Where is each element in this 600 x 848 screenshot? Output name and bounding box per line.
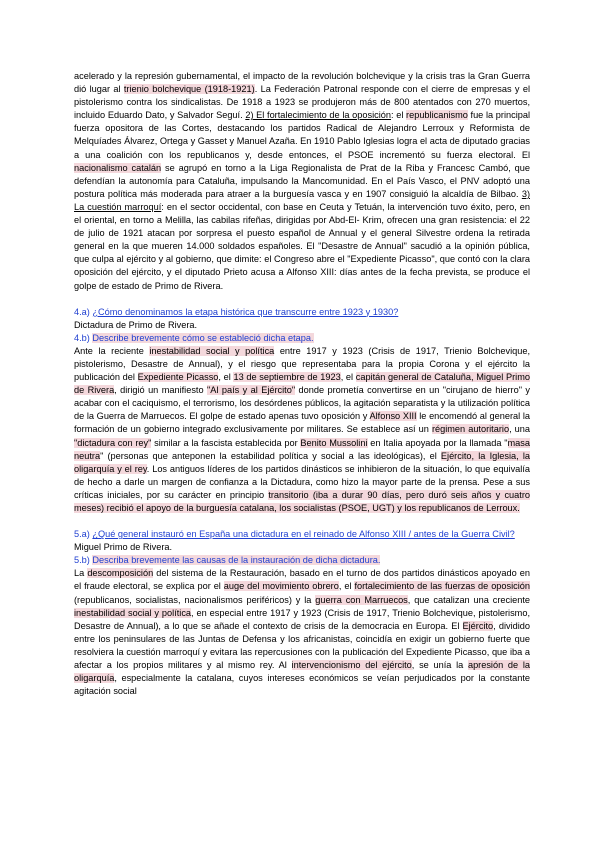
highlighted-text: Ejército (462, 620, 494, 631)
text-run: . Los antiguos líderes de los partidos dinásticos se inhibieron de la situación, lo que equivalía de hecho a darle un margen de confianza a la Dictadura, como hizo la mayor parte de la prensa. Pese a sus críticas iniciales, por su carácter en principio (74, 463, 530, 500)
highlighted-text: (iba a durar 90 días, pero duró seis años y cuatro meses) recibió el apoyo de la burguesía catalana, los socialistas (PSOE, UGT) y los republicanos de Lerroux. (74, 489, 530, 513)
text-run: " (personas que anteponen la estabilidad política y social a las ideológicas), el (100, 450, 441, 461)
paragraph-gap (74, 515, 530, 528)
highlighted-text: transitorio (268, 489, 309, 500)
underlined-heading: 3) La cuestión marroquí (74, 188, 530, 212)
text-run: , una (509, 424, 531, 435)
text-run: , que catalizan una creciente (407, 594, 531, 605)
question-text: 4.a) (74, 306, 93, 317)
highlighted-text: guerra con Marruecos (315, 594, 408, 605)
text-run: Miguel Primo de Rivera. (74, 542, 173, 553)
text-run: , dividido entre los peninsulares de las Juntas de Defensa y los africanistas, coincidía en exigir un gobierno fuerte que resolviera la cuestión marroquí y evitara las repercusiones con la publicación del Expediente Picasso, que iba a afectar a los propios militares y al mismo rey. Al (74, 620, 531, 671)
paragraph (74, 554, 530, 567)
paragraph-gap (74, 293, 530, 306)
highlighted-text: apresión de la oligarquía (74, 660, 530, 684)
highlighted-text: republicanismo (406, 110, 468, 121)
text-run: del sistema de la Restauración, basado en el turno de dos partidos dinásticos apoyado en el fraude electoral, se explica por el (74, 568, 530, 592)
text-run: . La Federación Patronal responde con el cierre de empresas y el pistolerismo contra los sindicalistas. De 1918 a 1923 se produjeron más de 800 atentados con 270 muertos, incluido Eduardo Dato, y Salvador Seguí. (74, 84, 530, 121)
text-run: , el (338, 581, 355, 592)
highlighted-text: intervencionismo del ejército (291, 660, 412, 671)
text-run: se agrupó en torno a la Liga Regionalista de Prat de la Riba y Francesc Cambó, que defendían la autonomía para Cataluña, impulsando la Mancomunidad. En el País Vasco, el PNV adoptó una postura política más moderada para atraer a la burguesía vasca y en 1907 consiguió la alcaldía de Bilbao. (74, 162, 530, 199)
text-run: fue la principal fuerza opositora de las Cortes, destacando los partidos Radical de Alejandro Lerroux y Reformista de Melquíades Álvarez, Ortega y Gasset y Manuel Azaña. En 1910 Pablo Iglesias logra el acta de diputado gracias a una coalición con los republicanos y, desde entonces, el PSOE incrementó su fuerza electoral. El (74, 110, 531, 160)
text-run: (republicanos, socialistas, nacionalismos periféricos) y la (74, 594, 316, 605)
text-run: donde prometía convertirse en un "cirujano de hierro" y acabar con el caciquismo, el terrorismo, los desórdenes públicos, la agitación separatista y la utilización política de la Guerra de Marruecos. El golpe de estado apenas tuvo oposición y (74, 385, 530, 422)
highlighted-text: régimen autoritario (431, 424, 510, 435)
paragraph (74, 528, 530, 541)
text-run: : en el sector occidental, con base en Ceuta y Tetuán, la intervención tuvo éxito, pero, en el oriental, en torno a Melilla, las cabilas rifeñas, dirigidas por Abd-El- Krim, ofrecen una gran resistencia: el 22 de julio de 1921 atacan por sorpresa el puesto español de Annual y el general Silvestre ordena la retirada general en la que mueren 14.000 soldados españoles. El "Desastre de Annual" sacudió a la opinión pública, que culpa al ejército y al gobierno, que dimite: el Congreso abre el "Expediente Picasso", que contó con la clara oposición del ejército, y el diputado Prieto acusa a Alfonso XIII: días antes de la fecha prevista, se produce el golpe de estado de Primo de Rivera. (74, 201, 531, 291)
text-run: , especialmente la catalana, cuyos intereses económicos se veían perjudicados por la constante agitación social (74, 673, 530, 697)
question-text: ¿Cómo denominamos la etapa histórica que transcurre entre 1923 y 1930? (92, 306, 399, 317)
highlighted-text: 13 de septiembre de 1923 (233, 372, 341, 383)
highlighted-text: Expediente Picasso (137, 372, 219, 383)
paragraph (74, 319, 530, 332)
highlighted-text: "dictadura con rey" (74, 437, 152, 448)
text-run: similar a la fascista establecida por (151, 437, 301, 448)
highlighted-text: trienio bolchevique (1918-1921) (123, 84, 255, 95)
paragraph (74, 332, 530, 345)
text-run: le encomendó al general la formación de un gobierno integrado exclusivamente por militares. Se establece así un (74, 411, 530, 435)
highlighted-text: Benito Mussolini (300, 437, 368, 448)
paragraph (74, 567, 530, 698)
highlighted-text: descomposición (87, 568, 154, 579)
text-run: La (74, 568, 88, 579)
text-run: , el (340, 372, 356, 383)
highlighted-text: nacionalismo catalán (74, 162, 162, 173)
question-text: 5.a) (74, 529, 93, 540)
paragraph (74, 541, 530, 554)
highlighted-text: Alfonso XIII (369, 411, 417, 422)
text-run: Ante la reciente (74, 345, 150, 356)
question-text: 5.b) (74, 555, 93, 566)
text-run: : el (390, 110, 407, 121)
highlighted-text: capitán general de Cataluña, Miguel Primo de Rivera (74, 372, 530, 396)
highlighted-text: inestabilidad social y política (149, 345, 275, 356)
question-text: Describe brevemente cómo se estableció dicha etapa. (92, 332, 314, 343)
text-run: , el (218, 372, 234, 383)
text-run: , en especial entre 1917 y 1923 (Crisis de 1917, Trienio Bolchevique, pistolerismo, Desastre de Annual), a lo que se añade el contexto de crisis de la democracia en Europa. El (74, 607, 530, 631)
highlighted-text: "Al país y al Ejército" (207, 385, 296, 396)
text-run: Dictadura de Primo de Rivera. (74, 319, 198, 330)
highlighted-text: auge del movimiento obrero (223, 581, 339, 592)
question-text: ¿Qué general instauró en España una dictadura en el reinado de Alfonso XIII / antes de la Guerra Civil? (92, 529, 515, 540)
paragraph (74, 70, 530, 293)
text-run: en Italia apoyada por la llamada " (367, 437, 508, 448)
highlighted-text: masa neutra (74, 437, 530, 461)
paragraph (74, 345, 530, 515)
highlighted-text: Ejército, la Iglesia, la oligarquía y el rey (74, 450, 530, 474)
text-run: , se unía la (411, 660, 468, 671)
text-run: , dirigió un manifiesto (114, 385, 207, 396)
text-run: entre 1917 y 1923 (Crisis de 1917, Trienio Bolchevique, pistolerismo, Desastre de Annual), y el riesgo que representaba para la propia Corona y el ejército la publicación del (74, 345, 530, 383)
question-text: 4.b) (74, 332, 93, 343)
question-text: Describa brevemente las causas de la instauración de dicha dictadura. (92, 555, 381, 566)
highlighted-text: inestabilidad social y política (74, 607, 192, 618)
text-run: acelerado y la represión gubernamental, el impacto de la revolución bolchevique y la crisis tras la Gran Guerra dió lugar al (74, 71, 530, 95)
paragraph (74, 306, 530, 319)
highlighted-text: fortalecimiento de las fuerzas de oposición (354, 581, 531, 592)
document-page (74, 70, 530, 698)
underlined-heading: 2) El fortalecimiento de la oposición (245, 110, 391, 121)
